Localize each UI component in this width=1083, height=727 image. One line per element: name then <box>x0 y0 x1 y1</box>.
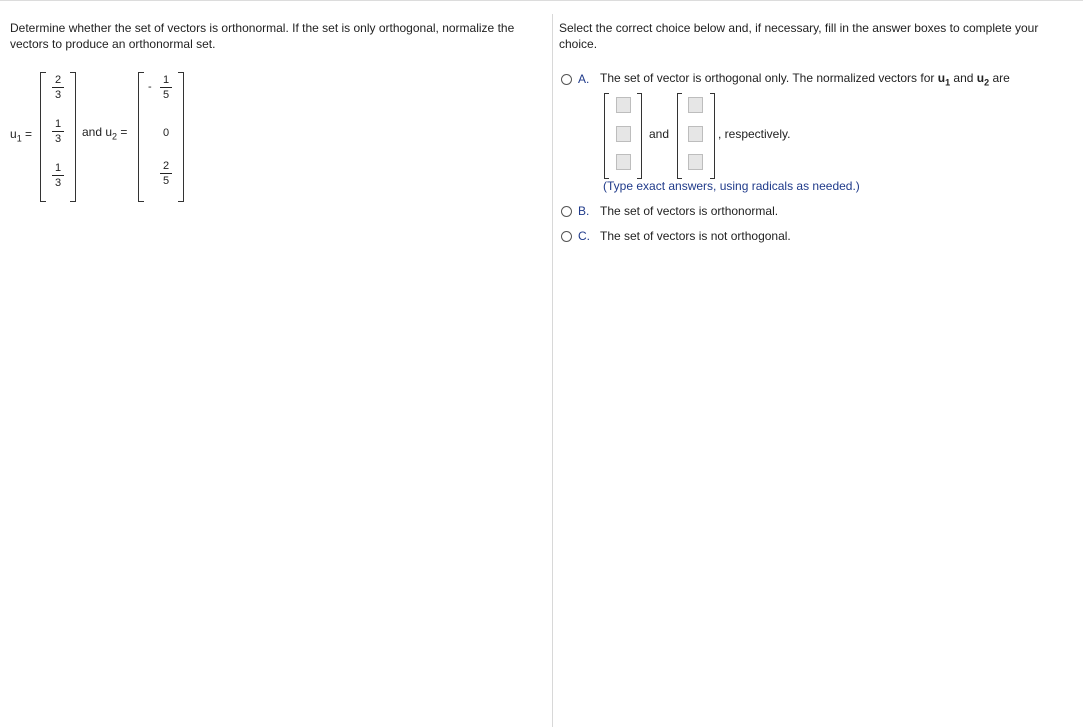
question-panel <box>10 20 540 52</box>
u1-right-bracket <box>70 72 76 202</box>
choice-b-text: The set of vectors is orthonormal. <box>600 204 779 218</box>
answer-box-u2-1[interactable] <box>688 97 703 113</box>
answer-vector-1-right-bracket <box>637 93 642 179</box>
u2-vector <box>138 72 184 200</box>
choice-b-letter: B. <box>578 204 590 218</box>
u1-left-bracket <box>40 72 46 202</box>
answer-vector-2-left-bracket <box>677 93 682 179</box>
u2-left-bracket <box>138 72 144 202</box>
choice-a-text: The set of vector is orthogonal only. The normalized vectors for $u_1$ and $u_2$ are <box>600 71 1010 88</box>
choice-b[interactable] <box>561 204 778 218</box>
u1-entry-3: 1 3 <box>50 162 66 189</box>
choice-c-letter: C. <box>578 229 590 243</box>
u2-entry-2: 0 <box>162 127 170 139</box>
top-border <box>0 0 1083 1</box>
answer-box-u2-2[interactable] <box>688 126 703 142</box>
answer-vector-2-right-bracket <box>710 93 715 179</box>
choice-a[interactable] <box>561 71 1010 87</box>
answer-box-u2-3[interactable] <box>688 154 703 170</box>
and-label: and <box>649 127 670 141</box>
answer-box-u1-1[interactable] <box>616 97 631 113</box>
u2-label: and $u_2$ = <box>82 125 128 142</box>
u2-entry-3: 2 5 <box>158 160 174 187</box>
choice-c-radio[interactable] <box>561 231 572 242</box>
u2-right-bracket <box>178 72 184 202</box>
u1-label: $u_1$ = <box>10 127 33 144</box>
u2-entry-1-sign: - <box>148 81 152 93</box>
answer-box-u1-3[interactable] <box>616 154 631 170</box>
choice-a-radio[interactable] <box>561 74 572 85</box>
choice-a-letter: A. <box>578 72 590 87</box>
u2-entry-1: 1 5 <box>158 74 174 101</box>
u1-entry-2: 1 3 <box>50 118 66 145</box>
question-text: Determine whether the set of vectors is orthonormal. If the set is only orthogonal, normalize the vectors to produce an orthonormal set. <box>10 21 515 51</box>
answer-hint: (Type exact answers, using radicals as needed.) <box>603 179 860 193</box>
u1-vector <box>40 72 76 200</box>
u1-entry-1: 2 3 <box>50 74 66 101</box>
answer-panel <box>559 20 1079 52</box>
choice-c-text: The set of vectors is not orthogonal. <box>600 229 791 243</box>
instructions-text: Select the correct choice below and, if necessary, fill in the answer boxes to complete your choice. <box>559 21 1039 51</box>
respectively-label: , respectively. <box>718 127 791 141</box>
panel-divider <box>552 14 553 727</box>
answer-vector-1-left-bracket <box>604 93 609 179</box>
choice-c[interactable] <box>561 229 791 243</box>
answer-box-u1-2[interactable] <box>616 126 631 142</box>
choice-b-radio[interactable] <box>561 206 572 217</box>
